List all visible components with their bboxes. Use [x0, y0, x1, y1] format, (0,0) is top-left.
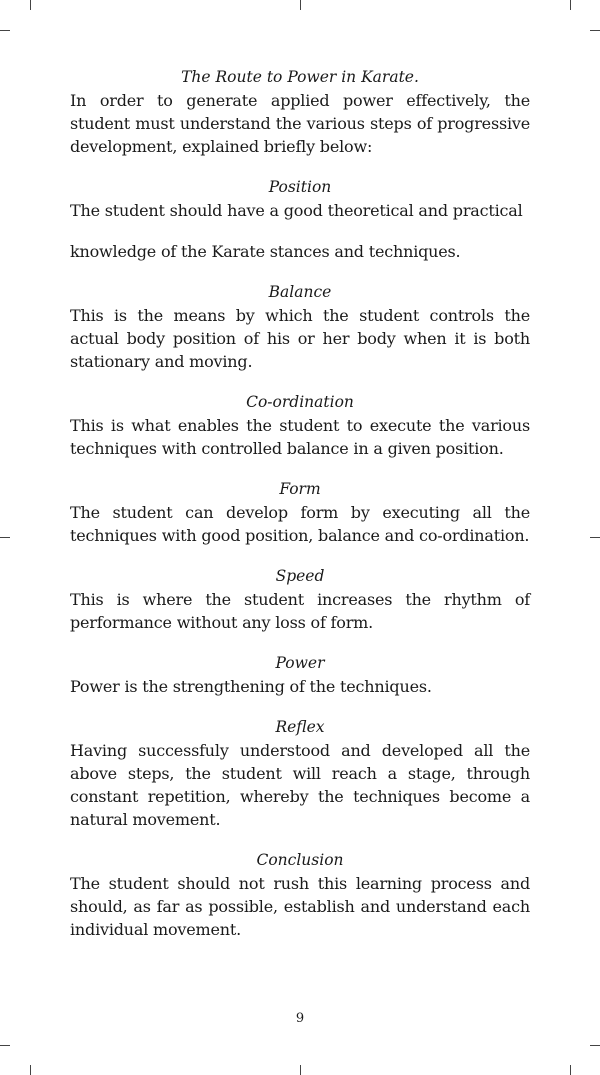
section-text-line: knowledge of the Karate stances and techniques. — [70, 242, 461, 261]
crop-mark-right-bottom — [590, 1045, 600, 1046]
section-heading: Form — [279, 480, 321, 498]
section-text: This is where the student increases the rhythm of performance without any loss of form. — [70, 590, 530, 632]
section-position — [70, 176, 530, 263]
section-text: Power is the strengthening of the techniques. — [70, 677, 432, 696]
section-heading: Power — [275, 654, 325, 672]
crop-mark-bottom-left — [30, 1065, 31, 1075]
page-number: 9 — [295, 1011, 305, 1026]
section-text: Having successfuly understood and developed all the above steps, the student will reach a stage, through constant repetition, whereby the techniques become a natural movement. — [70, 741, 530, 829]
crop-mark-left-top — [0, 30, 10, 31]
section-form — [70, 478, 530, 547]
crop-mark-bottom-center — [300, 1065, 301, 1075]
crop-mark-top-left — [30, 0, 31, 10]
page-title: The Route to Power in Karate. — [181, 68, 419, 86]
crop-mark-left-middle — [0, 537, 10, 538]
crop-mark-bottom-right — [570, 1065, 571, 1075]
crop-mark-left-bottom — [0, 1045, 10, 1046]
section-balance — [70, 281, 530, 373]
section-speed — [70, 565, 530, 634]
section-heading: Conclusion — [256, 851, 344, 869]
section-text-line: The student should have a good theoretical and practical — [70, 201, 523, 220]
section-co-ordination — [70, 391, 530, 460]
section-heading: Reflex — [275, 718, 325, 736]
page-content — [70, 66, 530, 941]
section-power — [70, 652, 530, 698]
crop-mark-right-top — [590, 30, 600, 31]
section-heading: Position — [268, 178, 332, 196]
section-reflex — [70, 716, 530, 831]
section-text: The student should not rush this learning process and should, as far as possible, establish and understand each individual movement. — [70, 874, 530, 939]
section-heading: Balance — [268, 283, 332, 301]
crop-mark-top-right — [570, 0, 571, 10]
section-heading: Co-ordination — [246, 393, 354, 411]
intro-paragraph: In order to generate applied power effectively, the student must understand the various steps of progressive development, explained briefly below: — [70, 91, 530, 156]
crop-mark-top-center — [300, 0, 301, 10]
section-heading: Speed — [275, 567, 325, 585]
section-conclusion — [70, 849, 530, 941]
section-text: This is the means by which the student controls the actual body position of his or her body when it is both stationary and moving. — [70, 306, 530, 371]
section-text: This is what enables the student to execute the various techniques with controlled balance in a given position. — [70, 416, 530, 458]
crop-mark-right-middle — [590, 537, 600, 538]
section-text: The student can develop form by executing all the techniques with good position, balance and co-ordination. — [70, 503, 530, 545]
